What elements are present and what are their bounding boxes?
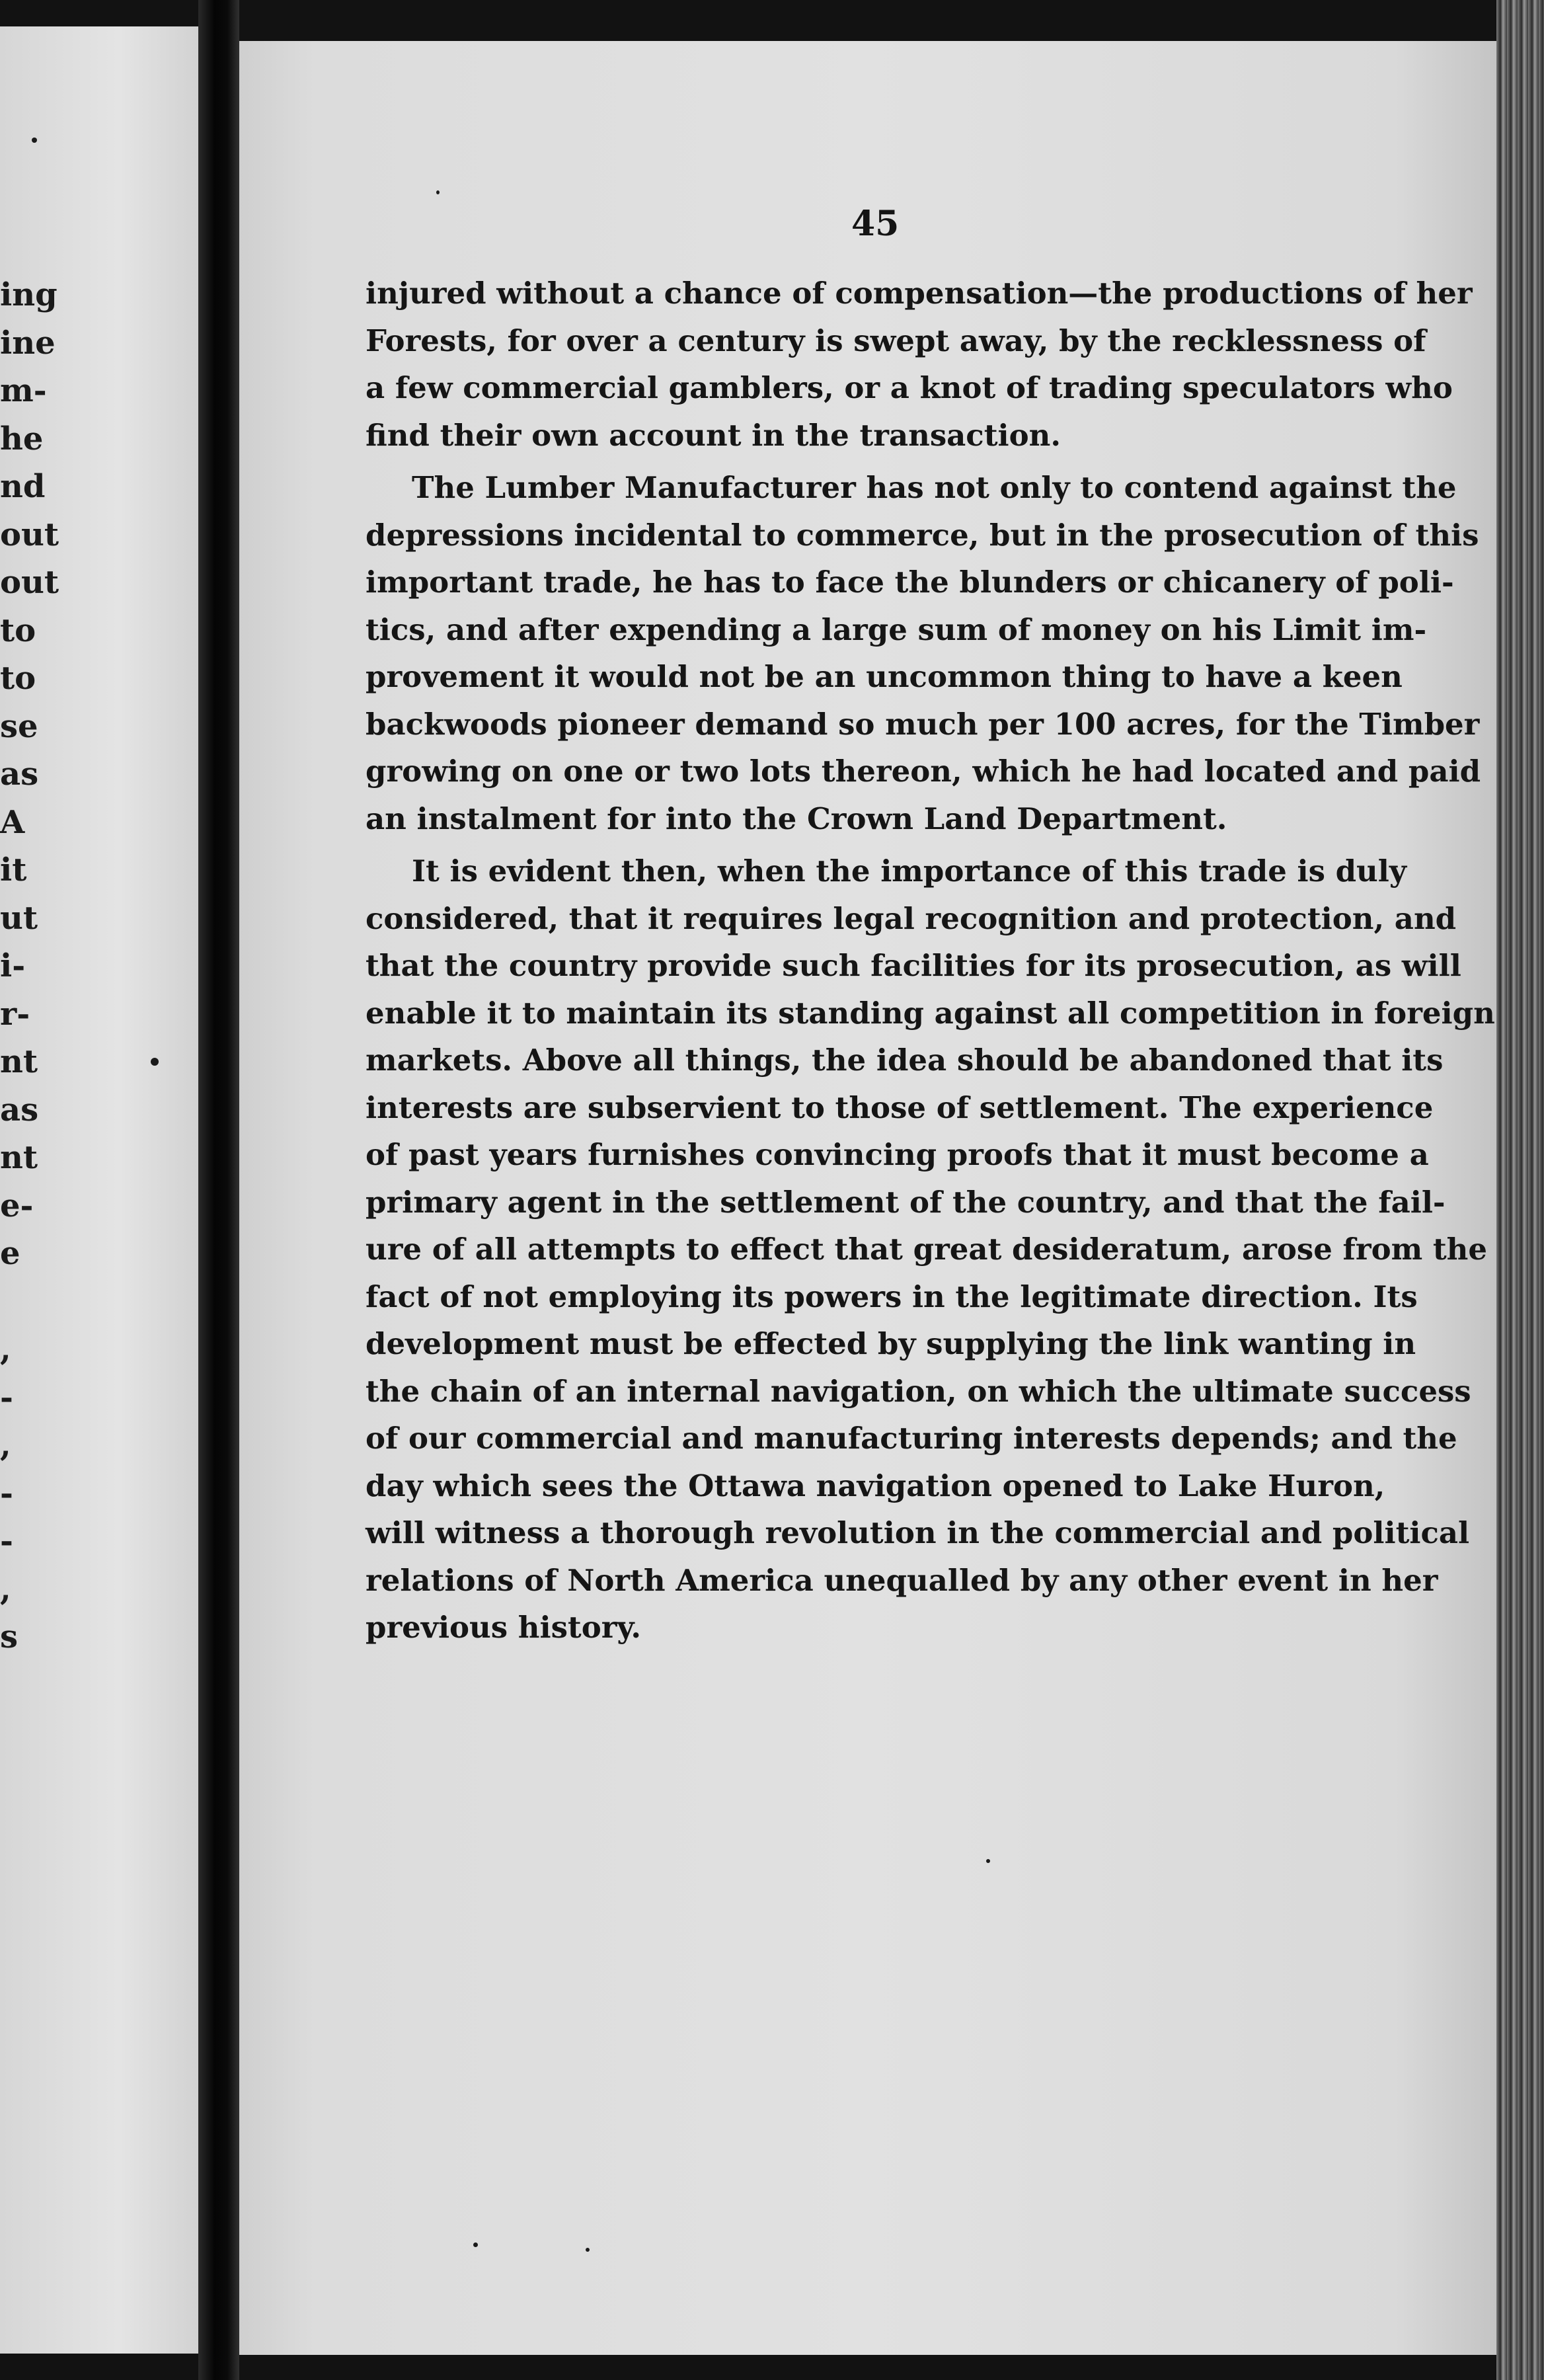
text-line: will witness a thorough revolution in the commercial and political bbox=[366, 1515, 1470, 1550]
paragraph bbox=[366, 464, 1481, 842]
text-line: tics, and after expending a large sum of money on his Limit im- bbox=[366, 612, 1427, 647]
facing-page-fragment: e bbox=[0, 1235, 20, 1272]
facing-page-fragment: , bbox=[0, 1570, 11, 1608]
ink-speck bbox=[473, 2242, 478, 2247]
ink-speck bbox=[151, 1058, 159, 1066]
page-edges bbox=[1496, 0, 1544, 2380]
ink-speck bbox=[436, 190, 440, 194]
text-line: development must be effected by supplying the link wanting in bbox=[366, 1326, 1416, 1361]
text-line: growing on one or two lots thereon, which he had located and paid bbox=[366, 754, 1481, 789]
text-line: of past years furnishes convincing proofs that it must become a bbox=[366, 1137, 1429, 1172]
text-line: day which sees the Ottawa navigation opened to Lake Huron, bbox=[366, 1468, 1385, 1503]
facing-page-fragment: A bbox=[0, 803, 25, 841]
facing-page-fragment: nd bbox=[0, 468, 46, 505]
text-line: markets. Above all things, the idea should be abandoned that its bbox=[366, 1043, 1444, 1078]
page-number: 45 bbox=[851, 204, 900, 244]
text-line: Forests, for over a century is swept away, by the recklessness of bbox=[366, 323, 1426, 358]
text-line: of our commercial and manufacturing interests depends; and the bbox=[366, 1421, 1457, 1456]
text-line: enable it to maintain its standing against all competition in foreign bbox=[366, 995, 1495, 1031]
text-line: provement it would not be an uncommon thing to have a keen bbox=[366, 659, 1403, 694]
facing-page-strip bbox=[0, 26, 198, 2354]
facing-page-fragment: - bbox=[0, 1474, 13, 1512]
facing-page-fragment: nt bbox=[0, 1139, 38, 1176]
facing-page-fragment: i- bbox=[0, 947, 26, 984]
facing-page-fragment: out bbox=[0, 564, 59, 601]
facing-page-fragment: s bbox=[0, 1618, 19, 1655]
facing-page-fragment: , bbox=[0, 1331, 11, 1368]
facing-page-fragment: - bbox=[0, 1523, 13, 1560]
facing-page-fragment: e- bbox=[0, 1187, 34, 1224]
facing-page-fragment: ut bbox=[0, 899, 38, 937]
text-line: primary agent in the settlement of the country, and that the fail- bbox=[366, 1184, 1446, 1220]
facing-page-text-fragments bbox=[0, 26, 198, 2354]
text-line: The Lumber Manufacturer has not only to contend against the bbox=[412, 470, 1457, 505]
ink-speck bbox=[32, 138, 37, 143]
text-line: that the country provide such facilities for its prosecution, as will bbox=[366, 948, 1461, 983]
facing-page-fragment: it bbox=[0, 852, 27, 889]
facing-page-fragment: se bbox=[0, 707, 38, 745]
binding-gutter bbox=[198, 0, 239, 2380]
facing-page-fragment: - bbox=[0, 1378, 13, 1416]
text-line: fact of not employing its powers in the legitimate direction. Its bbox=[366, 1279, 1418, 1314]
text-line: backwoods pioneer demand so much per 100 acres, for the Timber bbox=[366, 706, 1480, 742]
body-text bbox=[366, 270, 1495, 1657]
text-line: ure of all attempts to effect that great desideratum, arose from the bbox=[366, 1232, 1487, 1267]
facing-page-fragment: as bbox=[0, 756, 39, 793]
facing-page-fragment: to bbox=[0, 612, 36, 649]
text-line: considered, that it requires legal recognition and protection, and bbox=[366, 900, 1457, 936]
ink-speck bbox=[986, 1859, 990, 1863]
text-line: It is evident then, when the importance of this trade is duly bbox=[412, 853, 1407, 889]
paragraph bbox=[366, 270, 1473, 459]
text-line: injured without a chance of compensation—the productions of her bbox=[366, 276, 1473, 311]
text-line: a few commercial gamblers, or a knot of trading speculators who bbox=[366, 370, 1453, 405]
text-line: important trade, he has to face the blunders or chicanery of poli- bbox=[366, 565, 1454, 600]
facing-page-fragment: to bbox=[0, 660, 36, 697]
facing-page-fragment: , bbox=[0, 1427, 11, 1464]
facing-page-fragment: nt bbox=[0, 1043, 38, 1080]
facing-page-fragment: out bbox=[0, 516, 59, 553]
text-line: previous history. bbox=[366, 1610, 642, 1645]
text-line: relations of North America unequalled by any other event in her bbox=[366, 1562, 1438, 1598]
text-line: find their own account in the transaction. bbox=[366, 417, 1061, 453]
text-line: the chain of an internal navigation, on which the ultimate success bbox=[366, 1373, 1471, 1409]
ink-speck bbox=[586, 2248, 590, 2252]
facing-page-fragment: m- bbox=[0, 372, 47, 409]
paragraph bbox=[366, 848, 1495, 1651]
facing-page-fragment: ing bbox=[0, 276, 58, 313]
facing-page-fragment: r- bbox=[0, 995, 30, 1033]
text-line: depressions incidental to commerce, but in the prosecution of this bbox=[366, 517, 1479, 553]
text-line: interests are subservient to those of settlement. The experience bbox=[366, 1090, 1434, 1125]
text-line: an instalment for into the Crown Land Department. bbox=[366, 801, 1227, 836]
facing-page-fragment: ine bbox=[0, 324, 56, 362]
facing-page-fragment: he bbox=[0, 420, 44, 457]
facing-page-fragment: as bbox=[0, 1091, 39, 1129]
